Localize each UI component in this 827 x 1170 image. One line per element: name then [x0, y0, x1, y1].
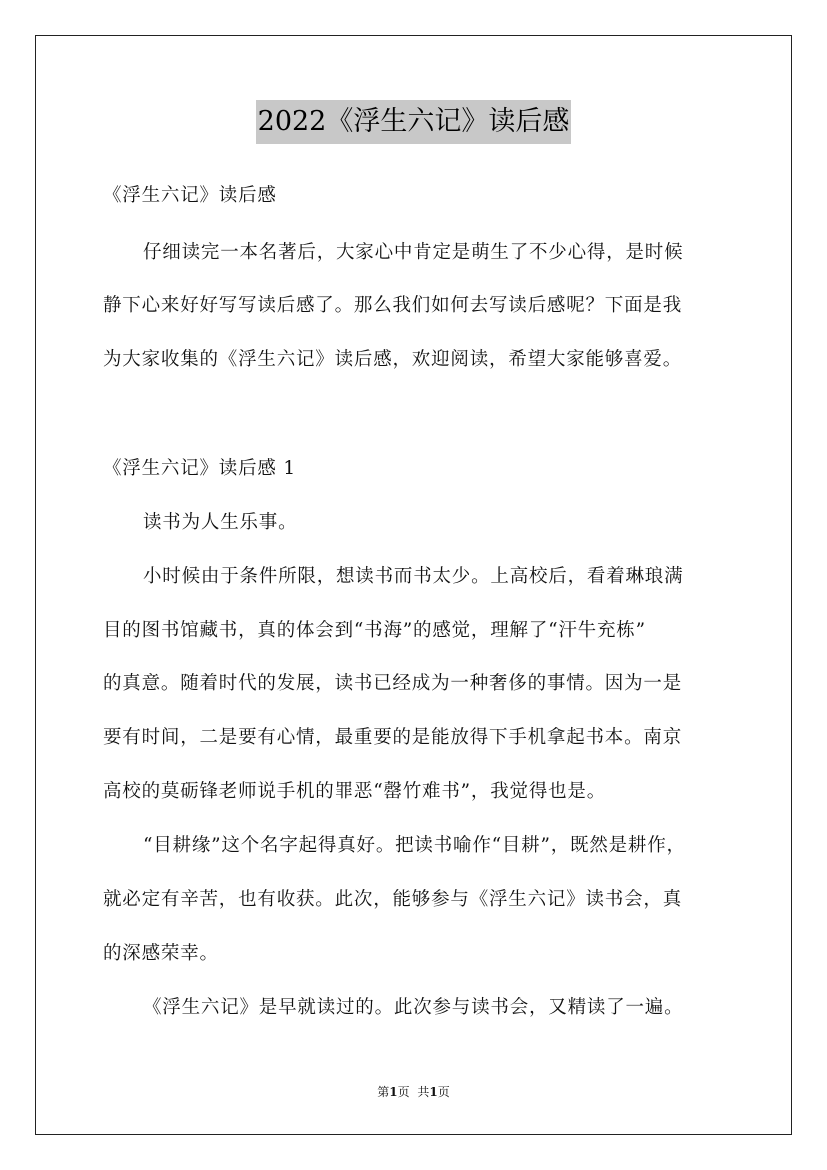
page-prefix: 第 — [377, 1085, 390, 1099]
body-line-5: 要有时间，二是要有心情，最重要的是能放得下手机拿起书本。南京 — [103, 727, 683, 748]
body-line-10: 《浮生六记》是早就读过的。此次参与读书会，又精读了一遍。 — [143, 997, 684, 1018]
intro-line-3: 为大家收集的《浮生六记》读后感，欢迎阅读，希望大家能够喜爱。 — [103, 349, 683, 370]
page-unit: 页 — [397, 1085, 410, 1099]
body-line-4: 的真意。随着时代的发展，读书已经成为一种奢侈的事情。因为一是 — [103, 673, 683, 694]
body-line-2: 小时候由于条件所限，想读书而书太少。上高校后，看着琳琅满 — [143, 566, 684, 587]
intro-line-2: 静下心来好好写写读后感了。那么我们如何去写读后感呢？下面是我 — [103, 295, 683, 316]
body-line-8: 就必定有辛苦，也有收获。此次，能够参与《浮生六记》读书会，真 — [103, 889, 683, 910]
body-line-6: 高校的莫砺锋老师说手机的罪恶“罄竹难书”，我觉得也是。 — [103, 781, 607, 802]
page-footer — [0, 1083, 827, 1100]
total-unit: 页 — [437, 1085, 450, 1099]
body-line-3: 目的图书馆藏书，真的体会到“书海”的感觉，理解了“汗牛充栋” — [103, 620, 646, 641]
body-line-1: 读书为人生乐事。 — [143, 512, 298, 533]
page-total: 1 — [429, 1085, 438, 1099]
page-current: 1 — [389, 1085, 398, 1099]
document-title: 2022《浮生六记》读后感 — [256, 100, 572, 144]
title-container — [0, 100, 827, 144]
body-line-9: 的深感荣幸。 — [103, 943, 219, 964]
intro-line-1: 仔细读完一本名著后，大家心中肯定是萌生了不少心得，是时候 — [143, 242, 684, 263]
subtitle: 《浮生六记》读后感 — [103, 185, 277, 206]
section-heading: 《浮生六记》读后感 1 — [103, 458, 296, 479]
total-prefix: 共 — [417, 1085, 430, 1099]
body-line-7: “目耕缘”这个名字起得真好。把读书喻作“目耕”，既然是耕作， — [143, 835, 686, 856]
